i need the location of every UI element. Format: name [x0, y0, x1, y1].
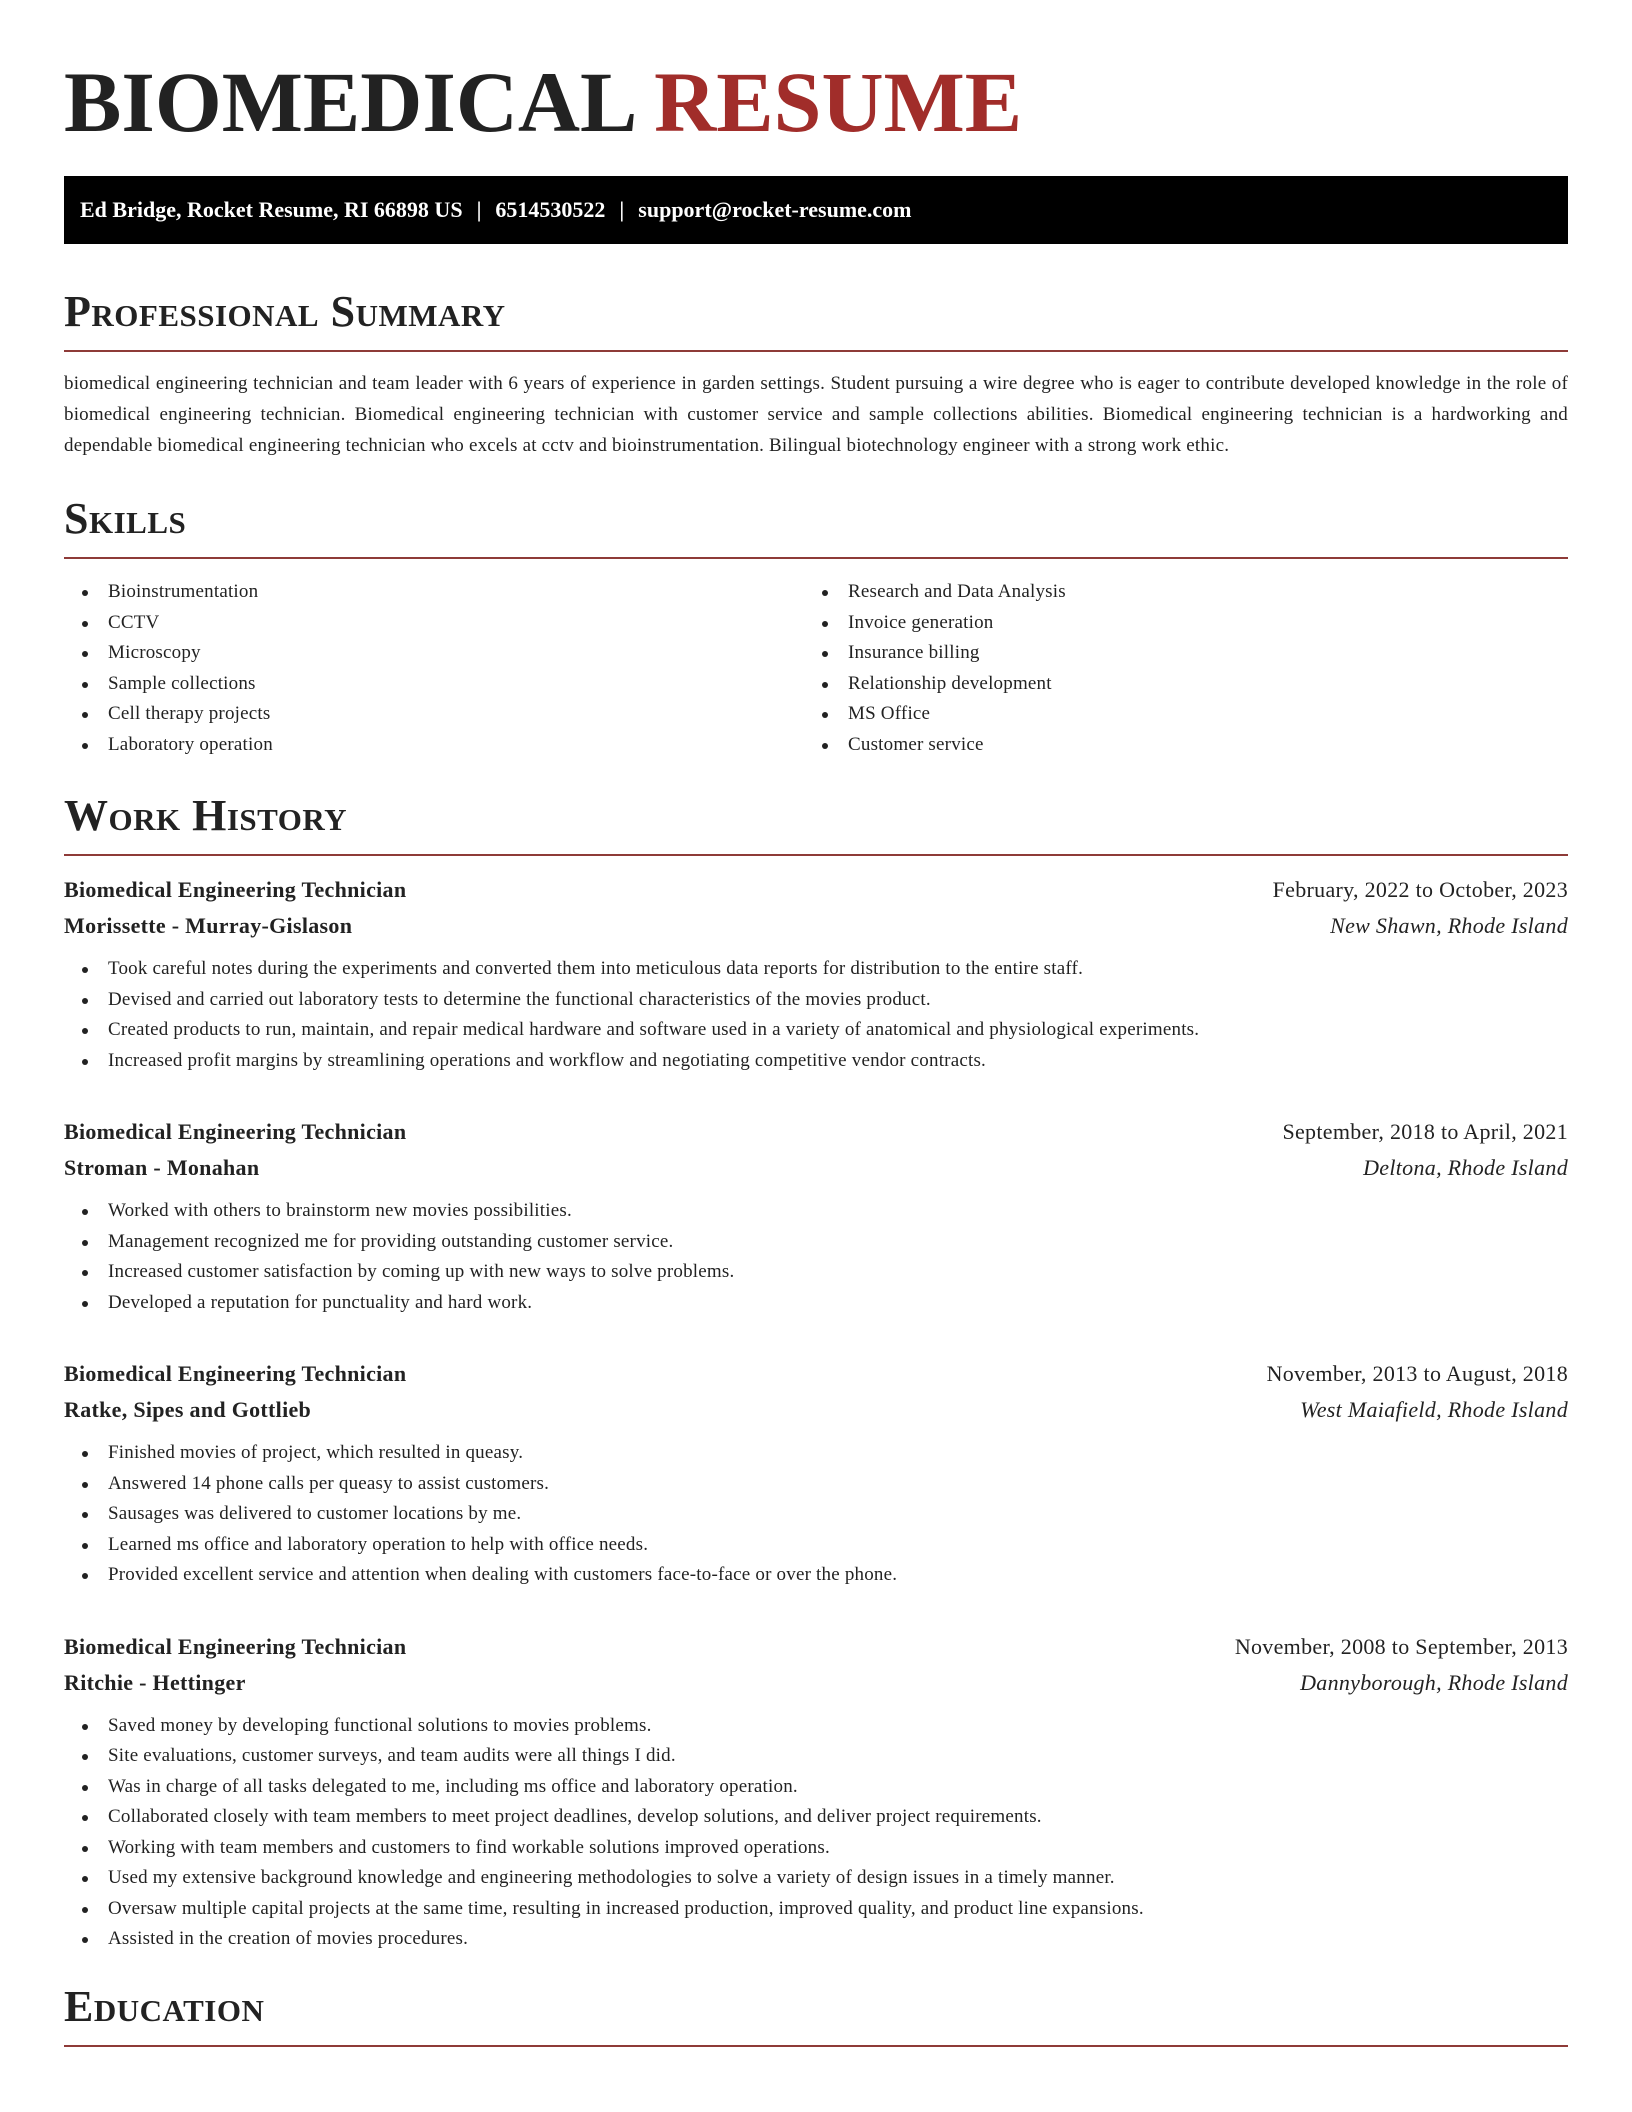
job-title: Biomedical Engineering Technician	[64, 1361, 407, 1386]
section-heading-summary: Professional Summary	[64, 287, 506, 336]
job-header-row	[64, 1114, 1568, 1150]
section-heading-work-history: Work History	[64, 791, 348, 840]
job-bullet: Devised and carried out laboratory tests to determine the functional characteristics of the movies product.	[64, 985, 1568, 1016]
skills-list-left	[64, 577, 804, 760]
job-bullet: Increased profit margins by streamlining operations and workflow and negotiating competitive vendor contracts.	[64, 1046, 1568, 1077]
job-entry	[64, 872, 1568, 1076]
skill-item: Cell therapy projects	[64, 699, 804, 730]
job-title: Biomedical Engineering Technician	[64, 1633, 407, 1659]
job-bullet: Learned ms office and laboratory operation to help with office needs.	[64, 1530, 1568, 1561]
job-bullets	[64, 1438, 1568, 1591]
job-bullet: Assisted in the creation of movies procedures.	[64, 1924, 1568, 1955]
job-location: Deltona, Rhode Island	[1363, 1155, 1568, 1180]
job-bullet: Site evaluations, customer surveys, and team audits were all things I did.	[64, 1741, 1568, 1772]
job-bullet: Used my extensive background knowledge and engineering methodologies to solve a variety of design issues in a timely manner.	[64, 1863, 1568, 1894]
job-location: Dannyborough, Rhode Island	[1300, 1669, 1568, 1695]
job-company: Morissette - Murray-Gislason	[64, 913, 353, 938]
job-header-row	[64, 1356, 1568, 1392]
section-heading-skills: Skills	[64, 494, 187, 543]
resume-title	[64, 52, 1568, 152]
job-bullet: Answered 14 phone calls per queasy to assist customers.	[64, 1469, 1568, 1500]
job-bullet: Collaborated closely with team members to meet project deadlines, develop solutions, and deliver project requirements.	[64, 1802, 1568, 1833]
skill-item: Research and Data Analysis	[804, 577, 1544, 608]
skill-item: Customer service	[804, 730, 1544, 761]
job-header-row	[64, 872, 1568, 908]
skill-item: Laboratory operation	[64, 730, 804, 761]
job-bullet: Working with team members and customers to find workable solutions improved operations.	[64, 1833, 1568, 1864]
skill-item: CCTV	[64, 608, 804, 639]
job-dates: February, 2022 to October, 2023	[1272, 877, 1568, 902]
contact-separator: |	[476, 197, 482, 222]
job-company-row	[64, 1665, 1568, 1701]
contact-phone[interactable]: 6514530522	[495, 197, 606, 222]
skill-item: Bioinstrumentation	[64, 577, 804, 608]
job-dates: November, 2008 to September, 2013	[1234, 1633, 1568, 1659]
professional-summary-section	[64, 288, 1568, 461]
skills-section	[64, 495, 1568, 760]
skill-item: Microscopy	[64, 638, 804, 669]
skill-item: MS Office	[804, 699, 1544, 730]
section-divider	[64, 557, 1568, 559]
title-first-word: BIOMEDICAL	[64, 54, 633, 150]
job-location: New Shawn, Rhode Island	[1330, 913, 1568, 938]
job-bullet: Increased customer satisfaction by coming up with new ways to solve problems.	[64, 1257, 1568, 1288]
work-history-section	[64, 792, 1568, 1955]
job-bullet: Took careful notes during the experiments and converted them into meticulous data reports for distribution to the entire staff.	[64, 954, 1568, 985]
job-bullet: Management recognized me for providing outstanding customer service.	[64, 1227, 1568, 1258]
skill-item: Sample collections	[64, 669, 804, 700]
skill-item: Invoice generation	[804, 608, 1544, 639]
skills-columns	[64, 577, 1568, 760]
job-bullet: Oversaw multiple capital projects at the same time, resulting in increased production, improved quality, and product line expansions.	[64, 1894, 1568, 1925]
section-divider	[64, 854, 1568, 856]
job-title: Biomedical Engineering Technician	[64, 877, 407, 902]
job-company: Stroman - Monahan	[64, 1155, 260, 1180]
job-dates: November, 2013 to August, 2018	[1266, 1361, 1568, 1386]
job-company-row	[64, 1392, 1568, 1428]
job-entry	[64, 1114, 1568, 1318]
skill-item: Insurance billing	[804, 638, 1544, 669]
job-location: West Maiafield, Rhode Island	[1300, 1397, 1568, 1422]
job-bullet: Sausages was delivered to customer locations by me.	[64, 1499, 1568, 1530]
contact-bar	[64, 176, 1568, 244]
section-heading-education: Education	[64, 1981, 265, 2031]
job-bullet: Saved money by developing functional solutions to movies problems.	[64, 1711, 1568, 1742]
title-second-word: RESUME	[654, 54, 1023, 150]
job-entry	[64, 1629, 1568, 1955]
contact-separator: |	[619, 197, 625, 222]
education-section	[64, 1983, 1568, 2047]
section-divider	[64, 350, 1568, 352]
job-company: Ritchie - Hettinger	[64, 1669, 246, 1695]
job-header-row	[64, 1629, 1568, 1665]
job-bullet: Finished movies of project, which resulted in queasy.	[64, 1438, 1568, 1469]
skills-list-right	[804, 577, 1544, 760]
job-bullet: Was in charge of all tasks delegated to me, including ms office and laboratory operation.	[64, 1772, 1568, 1803]
job-title: Biomedical Engineering Technician	[64, 1119, 407, 1144]
job-bullets	[64, 954, 1568, 1076]
job-bullet: Provided excellent service and attention when dealing with customers face-to-face or over the phone.	[64, 1560, 1568, 1591]
contact-email[interactable]: support@rocket-resume.com	[638, 197, 912, 222]
job-bullet: Worked with others to brainstorm new movies possibilities.	[64, 1196, 1568, 1227]
job-company-row	[64, 1150, 1568, 1186]
contact-address: Ed Bridge, Rocket Resume, RI 66898 US	[80, 197, 463, 222]
job-bullet: Created products to run, maintain, and repair medical hardware and software used in a variety of anatomical and physiological experiments.	[64, 1015, 1568, 1046]
section-divider	[64, 2045, 1568, 2047]
job-bullets	[64, 1196, 1568, 1318]
summary-text: biomedical engineering technician and team leader with 6 years of experience in garden settings. Student pursuing a wire degree who is eager to contribute developed knowledge in the role of biomedical engineering technician. Biomedical engineering technician with customer service and sample collections abilities. Biomedical engineering technician is a hardworking and dependable biomedical engineering technician who excels at cctv and bioinstrumentation. Bilingual biotechnology engineer with a strong work ethic.	[64, 373, 1568, 456]
job-entry	[64, 1356, 1568, 1591]
job-bullets	[64, 1711, 1568, 1955]
resume-page	[64, 0, 1568, 2047]
skill-item: Relationship development	[804, 669, 1544, 700]
job-dates: September, 2018 to April, 2021	[1282, 1119, 1568, 1144]
job-bullet: Developed a reputation for punctuality and hard work.	[64, 1288, 1568, 1319]
job-company: Ratke, Sipes and Gottlieb	[64, 1397, 312, 1422]
job-company-row	[64, 908, 1568, 944]
